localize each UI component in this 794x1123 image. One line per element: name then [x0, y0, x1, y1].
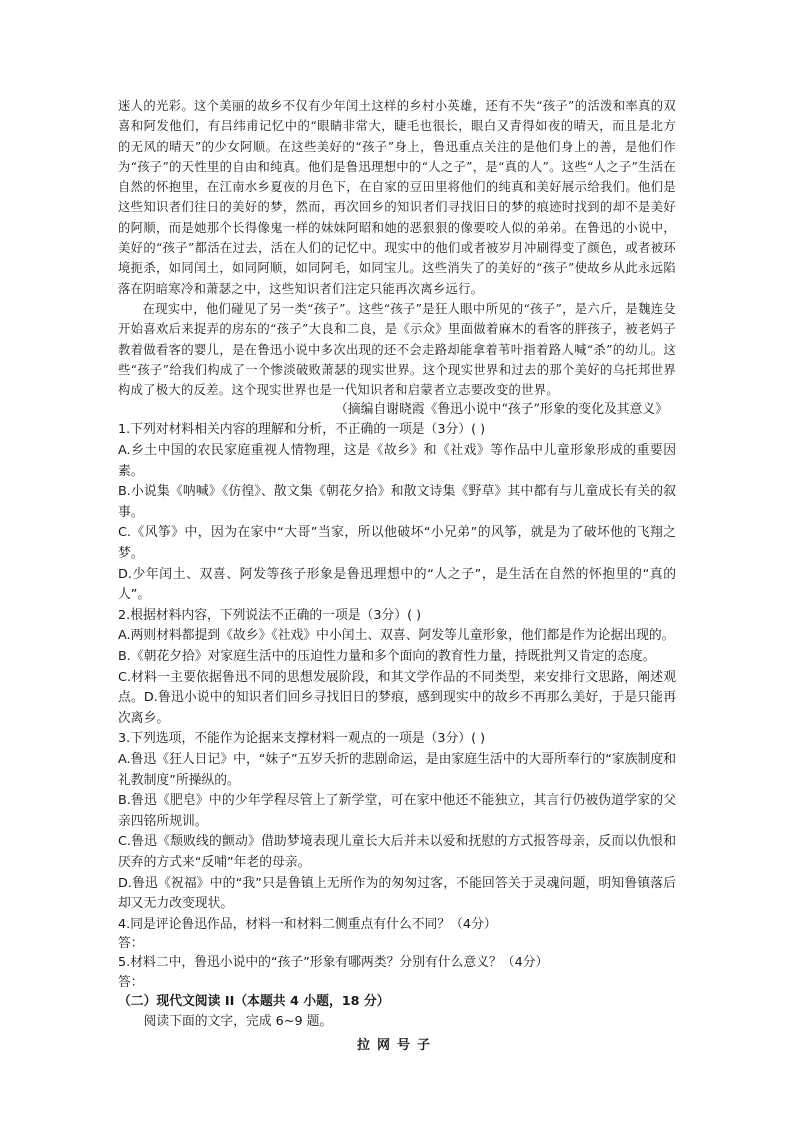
- question-1-option-c: C.《风筝》中，因为在家中“大哥”当家，所以他破坏“小兄弟”的风筝，就是为了破坏他的飞翔之梦。: [118, 525, 676, 562]
- document-page: [118, 96, 676, 1056]
- question-1-option-b: B.小说集《呐喊》《仿徨》、散文集《朝花夕拾》和散文诗集《野草》其中都有与儿童成长有关的叙事。: [118, 484, 676, 520]
- question-2-option-b: B.《朝花夕拾》对家庭生活中的压迫性力量和多个面向的教育性力量，持既批判又肯定的态度。: [118, 648, 656, 664]
- question-1-option-a: A.乡土中国的农民家庭重视人情物理，这是《故乡》和《社戏》等作品中儿童形象形成的重要因素。: [118, 443, 676, 479]
- question-3-option-c: C.鲁迅《颓败线的颤动》借助梦境表现儿童长大后并未以爱和抚慰的方式报答母亲，反而以仇恨和厌弃的方式来“反哺”年老的母亲。: [118, 834, 676, 870]
- section-instruction: 阅读下面的文字，完成 6~9 题。: [143, 1013, 333, 1029]
- passage-paragraph-1: 迷人的光彩。这个美丽的故乡不仅有少年闰土这样的乡村小英雄，还有不失“孩子”的活泼和率真的双喜和阿发他们，有吕纬甫记忆中的“眼睛非常大，睫毛也很长，眼白又青得如夜的晴天，而且是北方的无风的晴天”的少女阿顺。在这些美好的“孩子”身上，鲁迅重点关注的是他们身上的善，是他们作为“孩子”的天性里的自由和纯真。他们是鲁迅理想中的“人之子”，是“真的人”。这些“人之子”生活在自然的怀抱里，在江南水乡夏夜的月色下，在自家的豆田里将他们的纯真和美好展示给我们。他们是这些知识者们往日的美好的梦，然而，再次回乡的知识者们寻找旧日的梦的痕迹时找到的却不是美好的阿顺，而是她那个长得像鬼一样的妹妹阿昭和她的恶狠狠的像要咬人似的弟弟。在鲁迅的小说中，美好的“孩子”都活在过去，活在人们的记忆中。现实中的他们或者被岁月冲刷得变了颜色，或者被环境扼杀，如同闰土，如同阿顺，如同阿毛，如同宝儿。这些消失了的美好的“孩子”使故乡从此永远陷落在阴暗寒冷和萧瑟之中，这些知识者们注定只能再次离乡远行。: [118, 99, 676, 296]
- passage-source: （摘编自谢晓霞《鲁迅小说中“孩子”形象的变化及其意义》: [334, 402, 668, 418]
- question-5: 5.材料二中，鲁迅小说中的“孩子”形象有哪两类？分别有什么意义？（4分）: [118, 955, 549, 971]
- question-3-option-d: D.鲁迅《祝福》中的“我”只是鲁镇上无所作为的匆匆过客，不能回答关于灵魂问题，明知鲁镇落后却又无力改变现状。: [118, 875, 676, 912]
- section-heading: （二）现代文阅读 II（本题共 4 小题，18 分）: [118, 993, 390, 1009]
- question-3: 3.下列选项，不能作为论据来支撑材料一观点的一项是（3分）( ): [118, 731, 486, 747]
- answer-5-label: 答：: [118, 974, 144, 990]
- question-2-option-c-d: C.材料一主要依据鲁迅不同的思想发展阶段，和其文学作品的不同类型，来安排行文思路，阐述观点。D.鲁迅小说中的知识者们回乡寻找旧日的梦痕，感到现实中的故乡不再那么美好，于是只能再次离乡。: [118, 669, 676, 726]
- article-title: 拉网号子: [356, 1037, 437, 1053]
- question-3-option-a: A.鲁迅《狂人日记》中，“妹子”五岁夭折的悲剧命运，是由家庭生活中的大哥所奉行的“家族制度和礼教制度”所操纵的。: [118, 751, 676, 788]
- question-3-option-b: B.鲁迅《肥皂》中的少年学程尽管上了新学堂，可在家中他还不能独立，其言行仍被伪道学家的父亲四铭所规训。: [118, 793, 676, 829]
- question-2: 2.根据材料内容，下列说法不正确的一项是（3分）( ): [118, 607, 422, 623]
- question-1: 1.下列对材料相关内容的理解和分析，不正确的一项是（3分）( ): [118, 422, 486, 438]
- question-2-option-a: A.两则材料都提到《故乡》《社戏》中小闰土、双喜、阿发等儿童形象，他们都是作为论据出现的。: [118, 628, 675, 644]
- question-1-option-d: D.少年闰土、双喜、阿发等孩子形象是鲁迅理想中的“人之子”，是生活在自然的怀抱里的“真的人”。: [118, 566, 676, 603]
- passage-paragraph-2: 在现实中，他们碰见了另一类“孩子”。这些“孩子”是狂人眼中所见的“孩子”，是六斤，是魏连殳开始喜欢后来捉弄的房东的“孩子”大良和二良，是《示众》里面做着麻木的看客的胖孩子，被老妈子教着做看客的婴儿，是在鲁迅小说中多次出现的还不会走路却能拿着苇叶指着路人喊“杀”的幼儿。这些“孩子”给我们构成了一个惨淡破败萧瑟的现实世界。这个现实世界和过去的那个美好的乌托邦世界构成了极大的反差。这个现实世界也是一代知识者和启蒙者立志要改变的世界。: [118, 301, 676, 398]
- answer-4-label: 答：: [118, 936, 144, 952]
- question-4: 4.同是评论鲁迅作品，材料一和材料二侧重点有什么不同？（4分）: [118, 916, 497, 932]
